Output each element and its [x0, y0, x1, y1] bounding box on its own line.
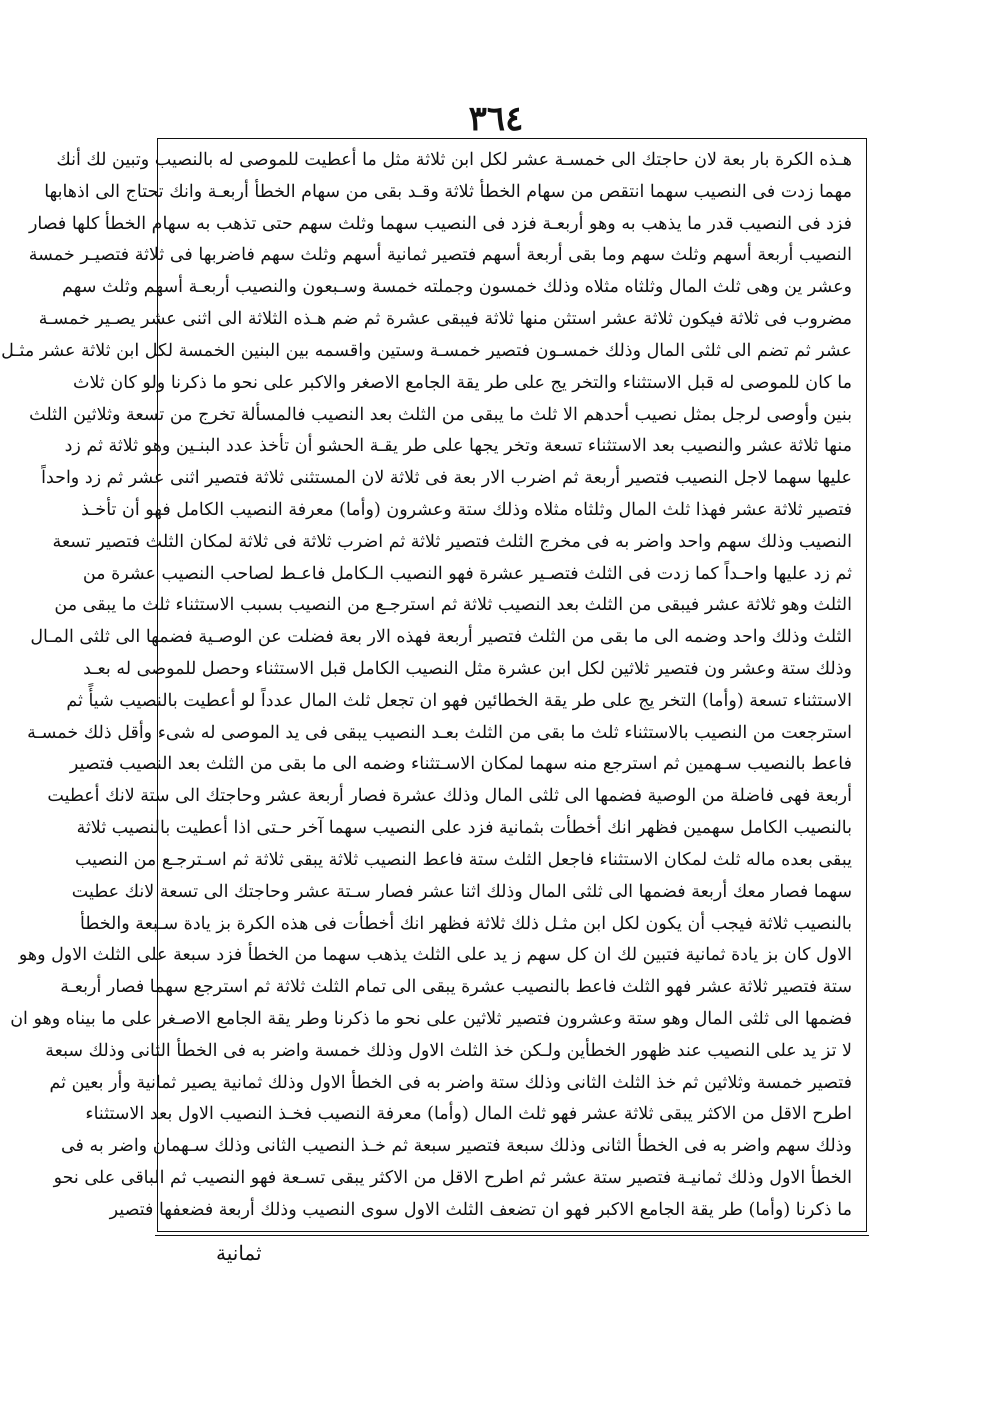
text-line: استرجعت من النصيب بالاستثناء ثلث ما بقى من الثلث بعـد النصيب يبقى فى يد الموصى له شىء وأقل ذلك خمسـة	[27, 722, 852, 743]
text-line: منها ثلاثة عشر والنصيب بعد الاستثناء تسعة وتخر يجها على طر يقـة الحشو أن تأخذ عدد البنـين وهو ثلاثة ثم زد	[64, 436, 852, 457]
text-line: فضمها الى ثلثى المال وهو ستة وعشرون فتصير ثلاثين على نحو ما ذكرنا وطر يقة الجامع الاصـغر على ما بيناه وهو ان	[10, 1008, 852, 1029]
text-line: بالنصيب الكامل سهمين فظهر انك أخطأت بثمانية فزد على النصيب سهما آخر حـتى اذا أعطيت بالنصيب ثلاثة	[76, 818, 852, 839]
text-line: أربعة فهى فاضلة من الوصية فضمها الى ثلثى المال وذلك عشرة فصار أربعة عشر وحاجتك الى ستة لانك أعطيت	[47, 786, 852, 807]
text-line: ما كان للموصى له قبل الاستثناء والتخر يج على طر يقة الجامع الاصغر والاكبر على نحو ما ذكرنا ولو كان ثلاث	[73, 372, 852, 393]
text-line: عشر ثم تضم الى ثلثى المال وذلك خمسـون فتصير خمسـة وستين واقسمه بين البنين الخمسة لكل ابن ثلاثة عشر مثـل	[1, 340, 852, 361]
text-line: هـذه الكرة بار بعة لان حاجتك الى خمسـة عشر لكل ابن ثلاثة مثل ما أعطيت للموصى له بالنصيب وتبين لك أنك	[56, 150, 852, 170]
text-body	[1, 145, 852, 1225]
text-line: مهما زدت فى النصيب سهما انتقص من سهام الخطأ ثلاثة وقـد بقى من سهام الخطأ أربعـة وانك تحتاج الى اذهابها	[44, 181, 852, 202]
text-line: وعشر ين وهى ثلث المال وثلثاه مثلاه وذلك خمسون وجملته خمسة وسـبعون والنصيب أربعـة أسهم وثلث سهم	[62, 277, 852, 298]
text-line: ما ذكرنا (وأما) طر يقة الجامع الاكبر فهو ان تضعف الثلث الاول سوى النصيب وذلك أربعة فضعفها فتصير	[109, 1199, 852, 1220]
text-line: فاعط بالنصيب سـهمين ثم استرجع منه سهما لمكان الاسـتثناء وضمه الى ما بقى من الثلث بعد النصيب فتصير	[69, 754, 852, 775]
text-line: لا تز يد على النصيب عند ظهور الخطأين ولـكن خذ الثلث الاول وذلك خمسة واضر به فى الخطأ الثانى وذلك سبعة	[45, 1040, 852, 1061]
text-line: الاول كان بز يادة ثمانية فتبين لك ان كل سهم ز يد على الثلث يذهب سهما من الخطأ فزد سبعة على الثلث الاول وهو	[18, 945, 852, 966]
catchword: ثمانية	[216, 1241, 262, 1265]
text-line: الثلث وهو ثلاثة عشر فيبقى من الثلث بعد النصيب ثلاثة ثم استرجـع من النصيب بسبب الاستثناء ثلث ما يبقى من	[54, 595, 852, 616]
text-line: وذلك سهم واضر به فى الخطأ الثانى وذلك سبعة فتصير سبعة ثم خـذ النصيب الثانى وذلك سـهمان واضر به فى	[60, 1136, 852, 1157]
text-line: ثم زد عليها واحـداً كما زدت فى الثلث فتصـير عشرة فهو النصيب الـكامل فاعـط لصاحب النصيب عشرة من	[82, 563, 852, 584]
page-number: ٣٦٤	[468, 99, 524, 139]
text-line: بالنصيب ثلاثة فيجب أن يكون لكل ابن مثـل ذلك ثلاثة فظهر انك أخطأت فى هذه الكرة بز يادة سـبعة والخطأ	[80, 913, 852, 934]
text-line: اطرح الاقل من الاكثر يبقى ثلاثة عشر فهو ثلث المال (وأما) معرفة النصيب فخـذ النصيب الاول بعد الاستثناء	[85, 1104, 852, 1125]
text-line: النصيب أربعة أسهم وثلث سهم وما بقى أربعة أسهم فتصير ثمانية أسهم وثلث سهم فاضربها فى ثلاثة فتصيـر خمسة	[28, 245, 852, 266]
text-line: النصيب وذلك سهم واحد واضر به فى مخرج الثلث فتصير ثلاثة ثم اضرب ثلاثة فى ثلاثة لمكان الثلث فتصير تسعة	[52, 531, 852, 552]
text-line: مضروب فى ثلاثة فيكون ثلاثة عشر استثن منها ثلاثة فيبقى عشرة ثم ضم هـذه الثلاثة الى اثنى عشر يصـير خمسـة	[38, 309, 852, 330]
text-line: فتصير خمسة وثلاثين ثم خذ الثلث الثانى وذلك ستة واضر به فى الخطأ الاول وذلك ثمانية يصير ثمانية وأر بعين ثم	[49, 1072, 852, 1093]
text-line: يبقى بعده ماله ثلث لمكان الاستثناء فاجعل الثلث ستة فاعط النصيب ثلاثة يبقى ثلاثة ثم اسـترجـع من النصيب	[74, 849, 852, 870]
text-line: سهما فصار معك أربعة فضمها الى ثلثى المال وذلك اثنا عشر فصار سـتة عشر وحاجتك الى تسعة لانك عطيت	[71, 881, 852, 902]
text-line: وذلك ستة وعشر ون فتصير ثلاثين لكل ابن عشرة مثل النصيب الكامل قبل الاستثناء وحصل للموصى له بعـد	[83, 659, 852, 679]
text-line: عليها سهما لاجل النصيب فتصير أربعة ثم اضرب الار بعة فى ثلاثة لان المستثنى ثلاثة فتصير اثنى عشر ثم زد واحداً	[41, 468, 852, 489]
text-line: فزد فى النصيب قدر ما يذهب به وهو أربعـة فزد فى النصيب سهما وثلث سهم حتى تذهب به سهام الخطأ كلها فصار	[28, 213, 852, 234]
text-line: الاستثناء تسعة (وأما) التخر يج على طر يقة الخطائين فهو ان تجعل ثلث المال عدداً لو أعطيت بالنصيب شيأً ثم	[66, 690, 852, 711]
text-line: بنين وأوصى لرجل بمثل نصيب أحدهم الا ثلث ما يبقى من الثلث بعد النصيب فالمسألة تخرج من تسعة وثلاثين الثلث	[29, 404, 852, 425]
text-line: ستة فتصير ثلاثة عشر فهو الثلث فاعط بالنصيب عشرة يبقى الى تمام الثلث ثلاثة ثم استرجع سهما فصار أربعـة	[60, 977, 852, 998]
text-line: الثلث وذلك واحد وضمه الى ما بقى من الثلث فتصير أربعة فهذه الار بعة فضلت عن الوصـية فضمها الى ثلثى المـال	[30, 627, 852, 648]
text-line: الخطأ الاول وذلك ثمانيـة فتصير ستة عشر ثم اطرح الاقل من الاكثر يبقى تسـعة فهو النصيب ثم الباقى على نحو	[53, 1168, 852, 1188]
text-frame	[1, 138, 867, 1232]
text-line: فتصير ثلاثة عشر فهذا ثلث المال وثلثاه مثلاه وذلك ستة وعشرون (وأما) معرفة النصيب الكامل فهو أن تأخـذ	[81, 499, 852, 520]
